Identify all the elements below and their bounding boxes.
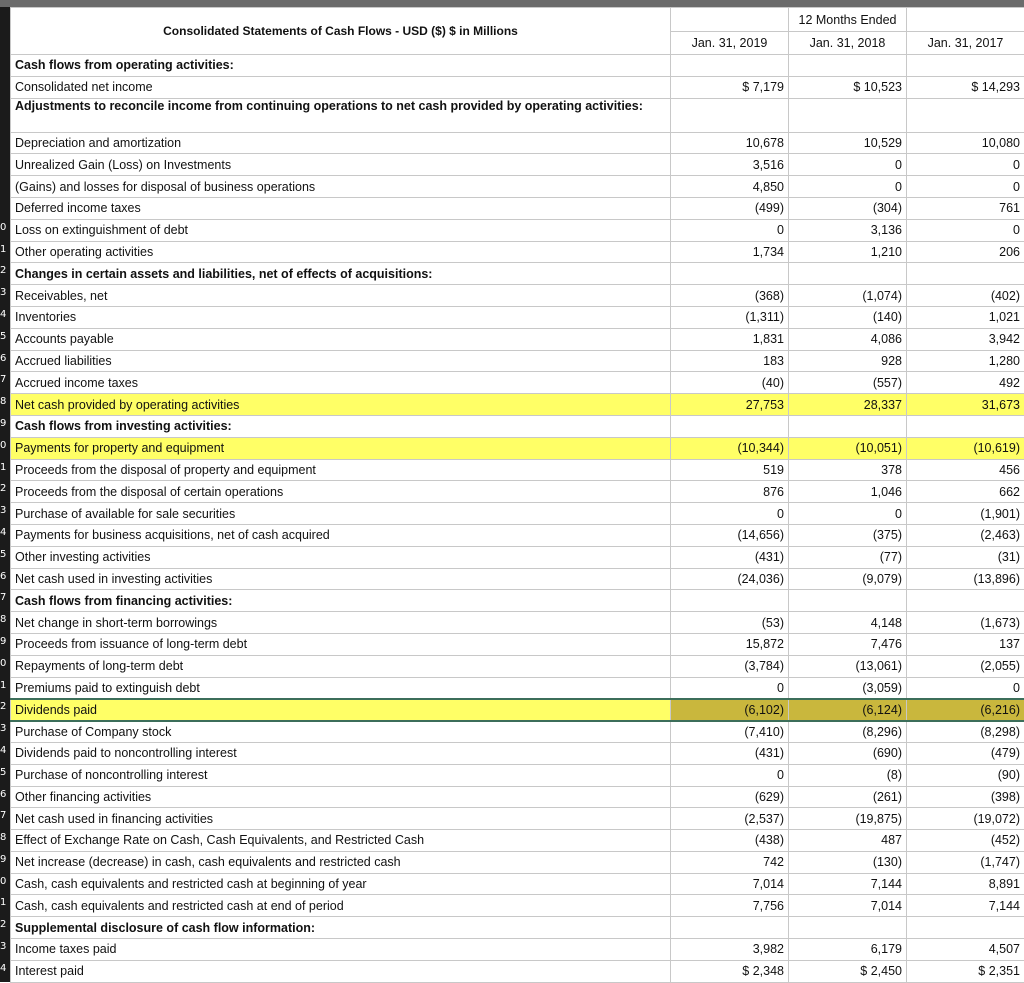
value-2019[interactable]: 876 [671,481,789,503]
value-2017[interactable]: (10,619) [907,437,1024,459]
value-2017[interactable]: 3,942 [907,328,1024,350]
value-2019[interactable]: 519 [671,459,789,481]
value-2017[interactable]: 10,080 [907,132,1024,154]
row-label[interactable]: Repayments of long-term debt [11,655,671,677]
row-number: 2 [0,701,10,712]
row-label[interactable]: Loss on extinguishment of debt [11,219,671,241]
value-2018[interactable]: 10,529 [789,132,907,154]
spreadsheet[interactable] [10,7,1024,982]
value-2019[interactable]: (53) [671,612,789,634]
value-2017[interactable]: (6,216) [907,699,1024,721]
value-2017[interactable]: (13,896) [907,568,1024,590]
row-label[interactable]: Net cash used in investing activities [11,568,671,590]
row-label[interactable]: Payments for business acquisitions, net of cash acquired [11,524,671,546]
table-row[interactable] [11,219,1024,241]
value-2018[interactable]: (77) [789,546,907,568]
value-2018[interactable]: 28,337 [789,394,907,416]
row-label[interactable]: Cash, cash equivalents and restricted cash at end of period [11,895,671,917]
value-2017[interactable]: 456 [907,459,1024,481]
value-2018[interactable]: 1,210 [789,241,907,263]
row-label[interactable]: Payments for property and equipment [11,437,671,459]
value-2019[interactable]: 0 [671,503,789,525]
value-2019[interactable]: 7,756 [671,895,789,917]
row-label[interactable]: Accrued income taxes [11,372,671,394]
header-blank [671,8,789,32]
value-2018[interactable]: (304) [789,197,907,219]
value-2018[interactable]: (10,051) [789,437,907,459]
table-row[interactable] [11,350,1024,372]
value-2019[interactable]: 183 [671,350,789,372]
table-row[interactable] [11,76,1024,98]
row-label[interactable]: Effect of Exchange Rate on Cash, Cash Equivalents, and Restricted Cash [11,830,671,852]
date-header-2018: Jan. 31, 2018 [789,32,907,55]
value-2019[interactable]: 0 [671,764,789,786]
row-number: 7 [0,810,10,821]
value-2019[interactable]: (431) [671,742,789,764]
row-number: 0 [0,440,10,451]
row-number: 4 [0,745,10,756]
row-label[interactable]: Receivables, net [11,285,671,307]
value-2019[interactable]: (1,311) [671,306,789,328]
row-number: 6 [0,353,10,364]
table-row[interactable] [11,98,1024,132]
row-label[interactable]: Deferred income taxes [11,197,671,219]
table-row[interactable] [11,285,1024,307]
row-label[interactable]: Purchase of Company stock [11,721,671,743]
value-2019[interactable] [671,55,789,77]
value-2018[interactable]: 7,144 [789,873,907,895]
value-2019[interactable] [671,263,789,285]
value-2018[interactable]: 3,136 [789,219,907,241]
value-2019[interactable]: 1,734 [671,241,789,263]
row-number: 3 [0,941,10,952]
row-label[interactable]: Cash, cash equivalents and restricted cash at beginning of year [11,873,671,895]
value-2017[interactable]: 8,891 [907,873,1024,895]
row-number: 2 [0,265,10,276]
table-row[interactable] [11,503,1024,525]
row-label[interactable]: Cash flows from operating activities: [11,55,671,77]
row-number: 3 [0,287,10,298]
table-row[interactable] [11,721,1024,743]
row-number: 8 [0,832,10,843]
table-row[interactable] [11,699,1024,721]
statement-title: Consolidated Statements of Cash Flows - USD ($) $ in Millions [11,8,671,55]
value-2018[interactable]: 378 [789,459,907,481]
value-2017[interactable] [907,263,1024,285]
row-label[interactable]: Inventories [11,306,671,328]
table-row[interactable] [11,590,1024,612]
table-row[interactable] [11,917,1024,939]
row-number: 5 [0,549,10,560]
row-label[interactable]: Supplemental disclosure of cash flow information: [11,917,671,939]
table-row[interactable] [11,655,1024,677]
value-2017[interactable] [907,415,1024,437]
value-2018[interactable] [789,917,907,939]
value-2019[interactable] [671,590,789,612]
value-2017[interactable]: (19,072) [907,808,1024,830]
row-number: 9 [0,418,10,429]
row-label[interactable]: Interest paid [11,960,671,982]
value-2018[interactable]: 0 [789,176,907,198]
value-2018[interactable]: (6,124) [789,699,907,721]
row-number: 9 [0,854,10,865]
row-number: 5 [0,767,10,778]
value-2017[interactable]: 206 [907,241,1024,263]
header-blank [907,8,1024,32]
value-2017[interactable]: $ 14,293 [907,76,1024,98]
value-2017[interactable] [907,917,1024,939]
row-label[interactable]: Proceeds from the disposal of property and equipment [11,459,671,481]
value-2017[interactable]: (2,055) [907,655,1024,677]
row-number: 8 [0,396,10,407]
row-number: 4 [0,309,10,320]
row-number: 4 [0,527,10,538]
value-2018[interactable]: (19,875) [789,808,907,830]
table-row[interactable] [11,612,1024,634]
value-2017[interactable]: 761 [907,197,1024,219]
value-2018[interactable]: (1,074) [789,285,907,307]
value-2018[interactable]: $ 2,450 [789,960,907,982]
value-2019[interactable]: 27,753 [671,394,789,416]
value-2018[interactable]: (13,061) [789,655,907,677]
value-2017[interactable]: (90) [907,764,1024,786]
row-label[interactable]: Depreciation and amortization [11,132,671,154]
row-label[interactable]: Accrued liabilities [11,350,671,372]
table-row[interactable] [11,372,1024,394]
row-label[interactable]: Net cash provided by operating activities [11,394,671,416]
value-2018[interactable]: (557) [789,372,907,394]
value-2017[interactable]: 0 [907,219,1024,241]
value-2017[interactable]: 0 [907,677,1024,699]
date-header-2019: Jan. 31, 2019 [671,32,789,55]
value-2018[interactable]: 1,046 [789,481,907,503]
value-2019[interactable]: (431) [671,546,789,568]
value-2019[interactable]: 10,678 [671,132,789,154]
row-label[interactable]: Net increase (decrease) in cash, cash equivalents and restricted cash [11,851,671,873]
value-2018[interactable]: 928 [789,350,907,372]
row-number: 1 [0,897,10,908]
row-number: 1 [0,462,10,473]
row-number: 2 [0,483,10,494]
value-2018[interactable]: 0 [789,503,907,525]
value-2019[interactable]: (14,656) [671,524,789,546]
table-row[interactable] [11,437,1024,459]
value-2018[interactable] [789,98,907,132]
row-number: 5 [0,331,10,342]
value-2019[interactable]: (438) [671,830,789,852]
table-row[interactable] [11,176,1024,198]
row-number-gutter [0,7,10,982]
row-number: 0 [0,222,10,233]
value-2019[interactable]: (7,410) [671,721,789,743]
value-2017[interactable]: (452) [907,830,1024,852]
value-2019[interactable]: (368) [671,285,789,307]
row-number: 7 [0,374,10,385]
value-2017[interactable]: 1,280 [907,350,1024,372]
table-row[interactable] [11,241,1024,263]
row-label[interactable]: Net cash used in financing activities [11,808,671,830]
row-label[interactable]: Purchase of available for sale securities [11,503,671,525]
row-label[interactable]: Accounts payable [11,328,671,350]
value-2018[interactable]: (140) [789,306,907,328]
row-number: 0 [0,658,10,669]
value-2017[interactable]: (1,747) [907,851,1024,873]
cash-flow-table [10,7,1024,983]
value-2019[interactable]: (24,036) [671,568,789,590]
table-row[interactable] [11,415,1024,437]
value-2018[interactable]: (8) [789,764,907,786]
table-row[interactable] [11,263,1024,285]
row-label[interactable]: Consolidated net income [11,76,671,98]
table-row[interactable] [11,851,1024,873]
value-2018[interactable] [789,590,907,612]
row-label[interactable]: Adjustments to reconcile income from continuing operations to net cash provided by operating activities: [11,98,671,132]
row-label[interactable]: Income taxes paid [11,939,671,961]
row-number: 9 [0,636,10,647]
value-2019[interactable]: 0 [671,219,789,241]
row-label[interactable]: Dividends paid [11,699,671,721]
table-row[interactable] [11,197,1024,219]
table-row[interactable] [11,328,1024,350]
row-number: 3 [0,505,10,516]
value-2018[interactable]: (9,079) [789,568,907,590]
value-2017[interactable]: (1,901) [907,503,1024,525]
table-row[interactable] [11,873,1024,895]
value-2017[interactable]: (31) [907,546,1024,568]
value-2018[interactable]: (3,059) [789,677,907,699]
value-2018[interactable]: 487 [789,830,907,852]
value-2019[interactable] [671,98,789,132]
row-label[interactable]: Other operating activities [11,241,671,263]
row-label[interactable]: Changes in certain assets and liabilities, net of effects of acquisitions: [11,263,671,285]
row-number: 4 [0,963,10,974]
value-2019[interactable]: (629) [671,786,789,808]
table-row[interactable] [11,546,1024,568]
value-2019[interactable]: 1,831 [671,328,789,350]
row-label[interactable]: Dividends paid to noncontrolling interest [11,742,671,764]
table-row[interactable] [11,742,1024,764]
table-row[interactable] [11,132,1024,154]
row-number: 7 [0,592,10,603]
value-2017[interactable]: (1,673) [907,612,1024,634]
table-row[interactable] [11,306,1024,328]
value-2017[interactable] [907,98,1024,132]
table-row[interactable] [11,568,1024,590]
value-2018[interactable]: (130) [789,851,907,873]
value-2018[interactable]: 7,476 [789,633,907,655]
table-row[interactable] [11,895,1024,917]
value-2019[interactable]: 15,872 [671,633,789,655]
value-2018[interactable]: 0 [789,154,907,176]
table-row[interactable] [11,481,1024,503]
row-number: 1 [0,680,10,691]
value-2018[interactable]: $ 10,523 [789,76,907,98]
value-2017[interactable]: (479) [907,742,1024,764]
value-2017[interactable]: (2,463) [907,524,1024,546]
value-2019[interactable]: $ 2,348 [671,960,789,982]
row-number: 3 [0,723,10,734]
table-row[interactable] [11,808,1024,830]
value-2019[interactable]: 7,014 [671,873,789,895]
value-2019[interactable] [671,917,789,939]
value-2017[interactable] [907,590,1024,612]
table-row[interactable] [11,960,1024,982]
value-2017[interactable]: 7,144 [907,895,1024,917]
top-bar [0,0,1024,7]
value-2017[interactable]: (398) [907,786,1024,808]
value-2017[interactable]: $ 2,351 [907,960,1024,982]
row-label[interactable]: Purchase of noncontrolling interest [11,764,671,786]
value-2017[interactable] [907,55,1024,77]
row-number: 8 [0,614,10,625]
row-label[interactable]: Cash flows from financing activities: [11,590,671,612]
row-label[interactable]: (Gains) and losses for disposal of business operations [11,176,671,198]
value-2017[interactable]: (402) [907,285,1024,307]
value-2017[interactable]: 4,507 [907,939,1024,961]
value-2018[interactable]: (261) [789,786,907,808]
value-2019[interactable]: (3,784) [671,655,789,677]
table-row[interactable] [11,677,1024,699]
value-2019[interactable]: $ 7,179 [671,76,789,98]
table-row[interactable] [11,830,1024,852]
row-label[interactable]: Premiums paid to extinguish debt [11,677,671,699]
period-header: 12 Months Ended [789,8,907,32]
value-2017[interactable]: 1,021 [907,306,1024,328]
value-2019[interactable]: 742 [671,851,789,873]
row-number: 2 [0,919,10,930]
value-2019[interactable]: 0 [671,677,789,699]
table-row[interactable] [11,154,1024,176]
value-2017[interactable]: 137 [907,633,1024,655]
row-number: 6 [0,571,10,582]
row-label[interactable]: Other financing activities [11,786,671,808]
value-2019[interactable]: (2,537) [671,808,789,830]
value-2017[interactable]: (8,298) [907,721,1024,743]
value-2017[interactable]: 492 [907,372,1024,394]
table-row[interactable] [11,786,1024,808]
table-row[interactable] [11,764,1024,786]
row-label[interactable]: Proceeds from issuance of long-term debt [11,633,671,655]
value-2019[interactable]: (10,344) [671,437,789,459]
value-2019[interactable]: (499) [671,197,789,219]
value-2019[interactable]: 3,516 [671,154,789,176]
value-2019[interactable]: 4,850 [671,176,789,198]
value-2018[interactable]: (375) [789,524,907,546]
table-row[interactable] [11,394,1024,416]
value-2017[interactable]: 662 [907,481,1024,503]
value-2018[interactable]: 7,014 [789,895,907,917]
row-label[interactable]: Net change in short-term borrowings [11,612,671,634]
row-number: 0 [0,876,10,887]
value-2019[interactable]: (6,102) [671,699,789,721]
row-label[interactable]: Cash flows from investing activities: [11,415,671,437]
date-header-2017: Jan. 31, 2017 [907,32,1024,55]
value-2019[interactable]: 3,982 [671,939,789,961]
value-2019[interactable] [671,415,789,437]
value-2018[interactable]: 4,086 [789,328,907,350]
value-2017[interactable]: 0 [907,154,1024,176]
value-2018[interactable] [789,263,907,285]
value-2017[interactable]: 0 [907,176,1024,198]
value-2019[interactable]: (40) [671,372,789,394]
value-2018[interactable]: (690) [789,742,907,764]
value-2018[interactable]: (8,296) [789,721,907,743]
row-label[interactable]: Unrealized Gain (Loss) on Investments [11,154,671,176]
table-row[interactable] [11,459,1024,481]
row-number: 1 [0,244,10,255]
row-number: 6 [0,789,10,800]
value-2017[interactable]: 31,673 [907,394,1024,416]
row-label[interactable]: Proceeds from the disposal of certain operations [11,481,671,503]
value-2018[interactable]: 4,148 [789,612,907,634]
value-2018[interactable] [789,415,907,437]
row-label[interactable]: Other investing activities [11,546,671,568]
table-row[interactable] [11,633,1024,655]
table-row[interactable] [11,524,1024,546]
value-2018[interactable] [789,55,907,77]
table-row[interactable] [11,55,1024,77]
value-2018[interactable]: 6,179 [789,939,907,961]
table-row[interactable] [11,939,1024,961]
